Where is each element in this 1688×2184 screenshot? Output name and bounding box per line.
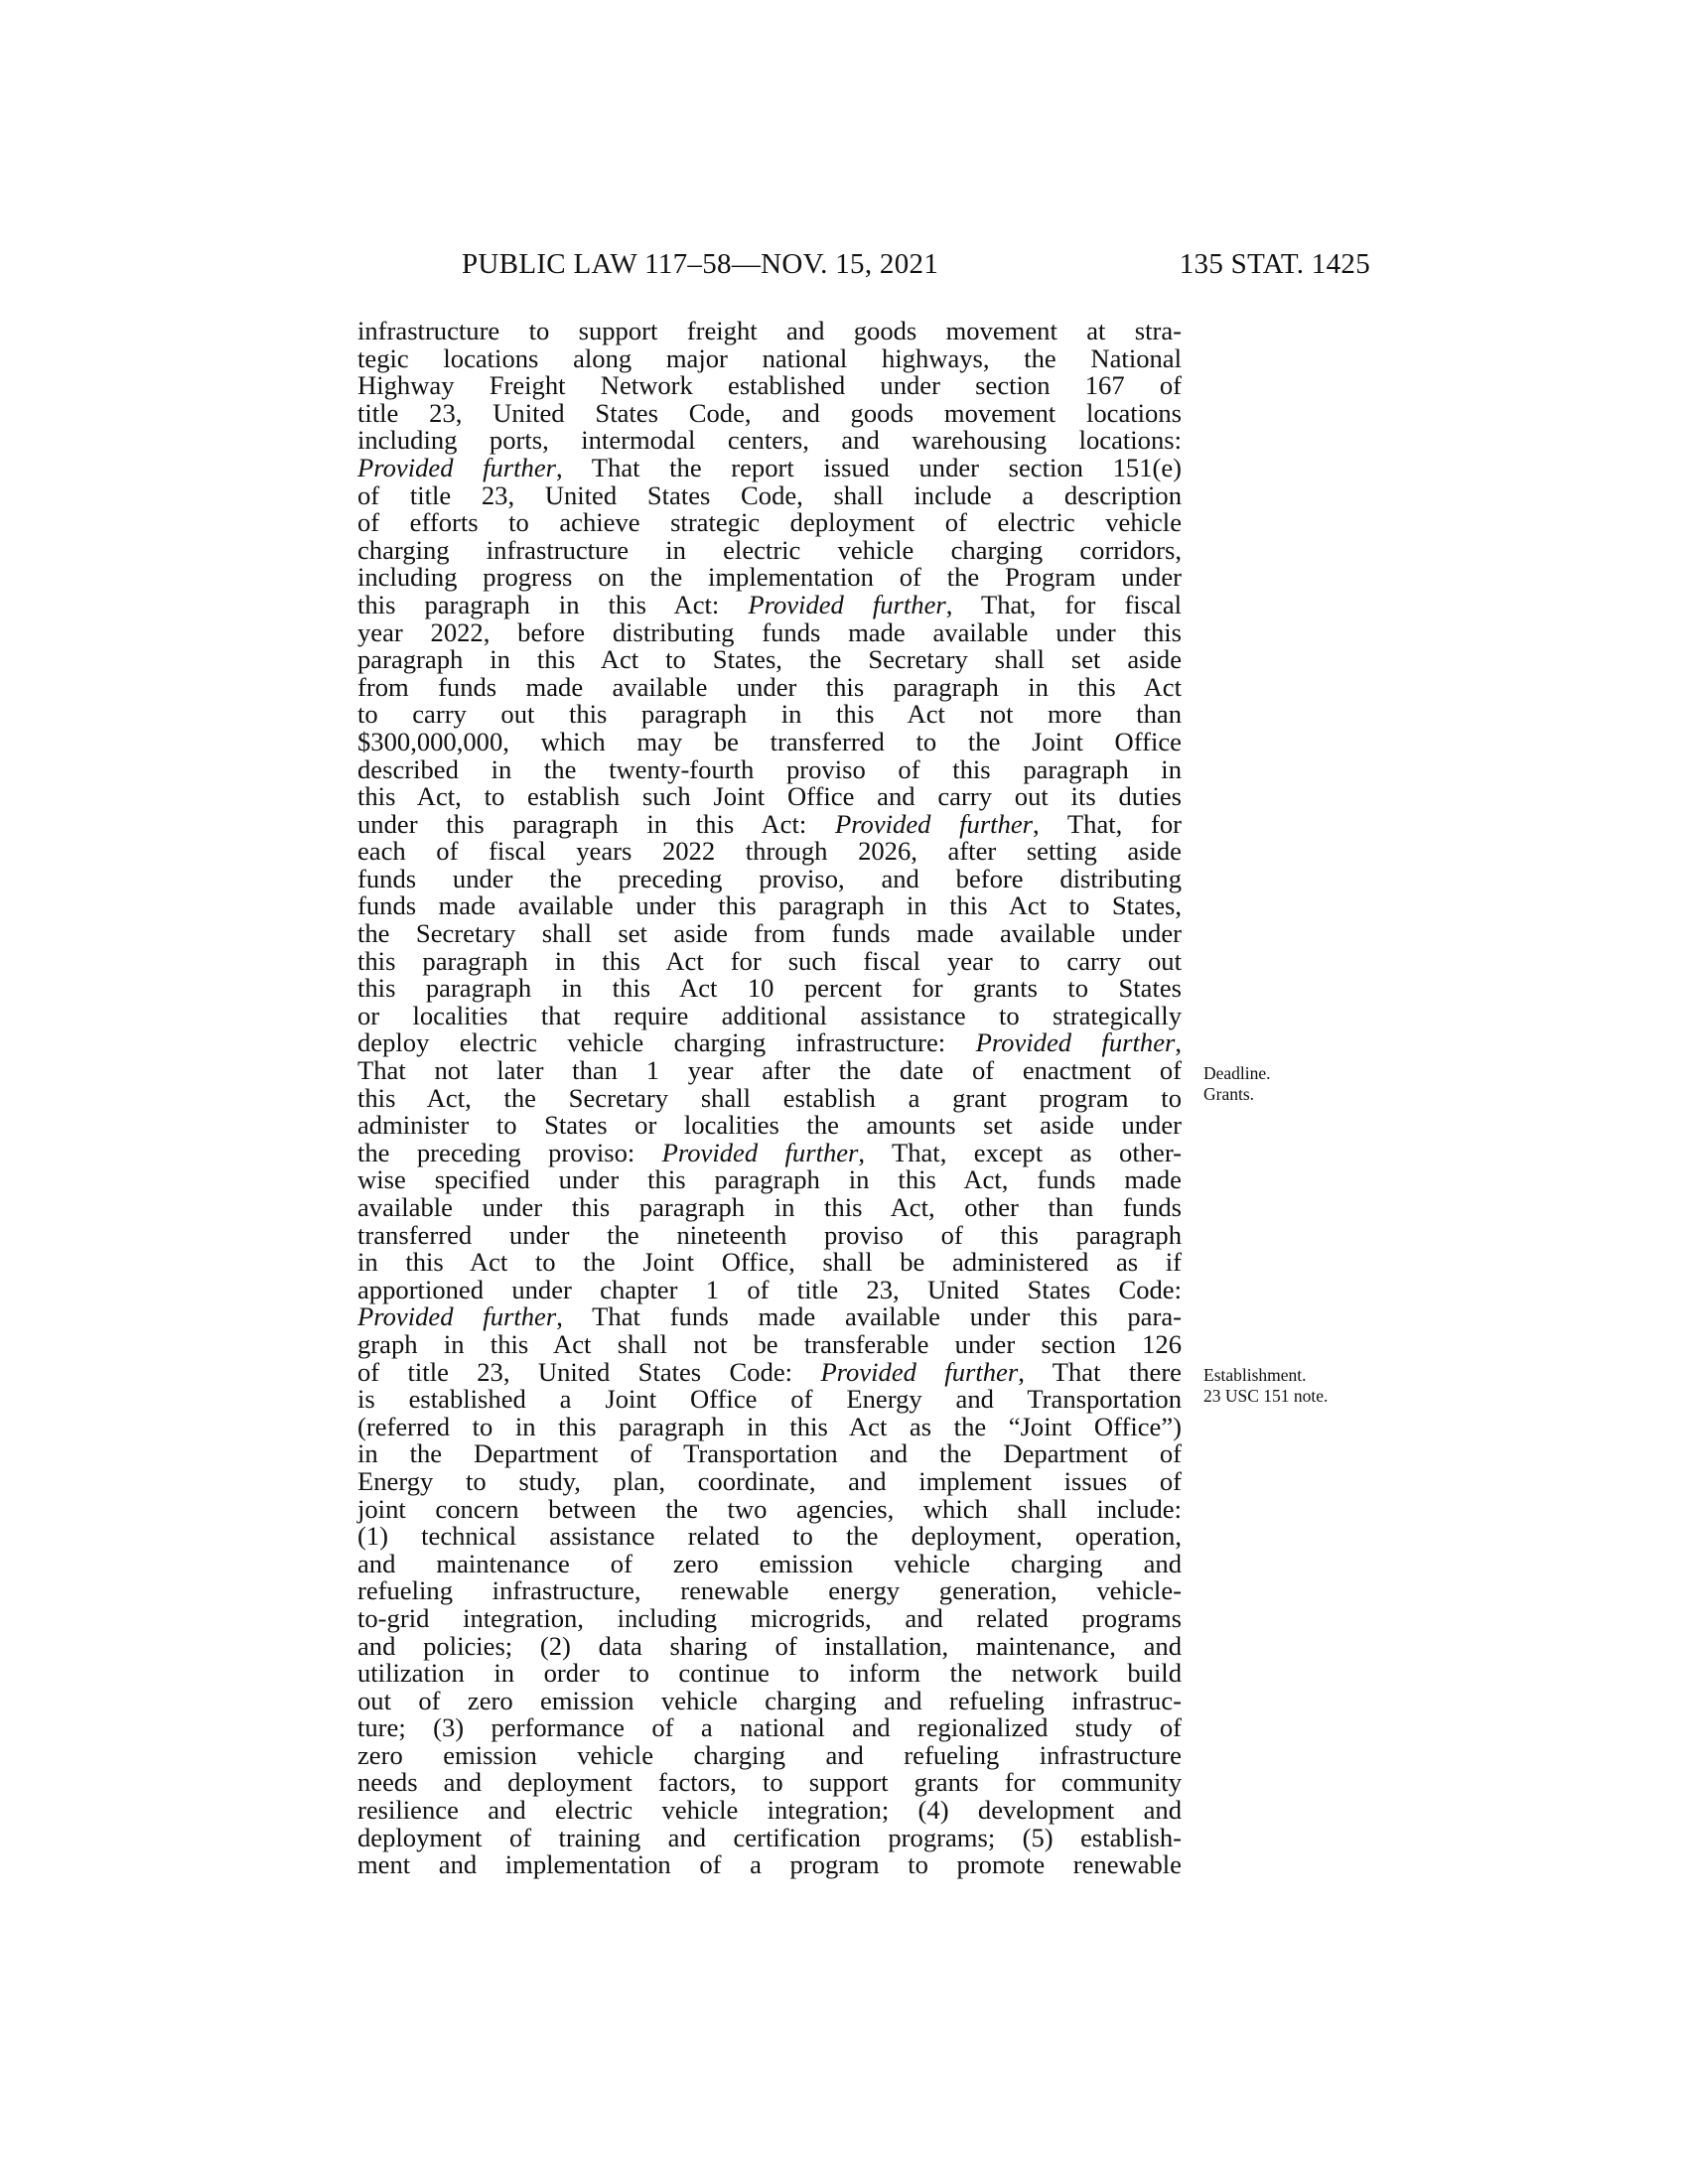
- text-line: [357, 1000, 1182, 1030]
- text-segment: joint concern between the two agencies, which shall include:: [357, 1493, 1182, 1524]
- margin-note: [1203, 1063, 1271, 1105]
- text-segment: the preceding proviso:: [357, 1137, 662, 1167]
- text-segment: this Act, to establish such Joint Office and carry out its duties: [357, 781, 1182, 812]
- text-line: [357, 1714, 1182, 1742]
- body-text: [357, 318, 1182, 1879]
- text-segment: charging infrastructure in electric vehicle charging corridors,: [357, 534, 1182, 565]
- italic-phrase: Provided further: [748, 589, 946, 619]
- text-segment: the Secretary shall set aside from funds made available under: [357, 918, 1182, 949]
- text-segment: available under this paragraph in this Act, other than funds: [357, 1192, 1182, 1222]
- italic-phrase: Provided further: [357, 452, 556, 482]
- text-line: [357, 1082, 1182, 1113]
- text-segment: including ports, intermodal centers, and warehousing locations:: [357, 425, 1182, 456]
- text-segment: described in the twenty-fourth proviso of this paragraph in: [357, 753, 1182, 784]
- text-line: [357, 726, 1182, 756]
- text-line: [357, 1577, 1182, 1605]
- text-line: [357, 671, 1182, 702]
- running-header: [357, 248, 1370, 288]
- text-line: [357, 1630, 1182, 1661]
- text-segment: resilience and electric vehicle integration; (4) development and: [357, 1795, 1182, 1826]
- italic-phrase: Provided further: [834, 808, 1034, 839]
- text-line: [357, 783, 1182, 811]
- header-statute-page: 135 STAT. 1425: [1179, 248, 1370, 280]
- text-line: [357, 1465, 1182, 1496]
- text-segment: to-grid integration, including microgrids, and related programs: [357, 1602, 1182, 1633]
- text-segment: and maintenance of zero emission vehicle charging and: [357, 1548, 1182, 1578]
- text-segment: apportioned under chapter 1 of title 23, United States Code:: [357, 1274, 1182, 1304]
- text-line: [357, 1851, 1182, 1879]
- margin-note-line: 23 USC 151 note.: [1203, 1385, 1329, 1406]
- text-line: [357, 616, 1182, 647]
- text-segment: this paragraph in this Act 10 percent for grants to States: [357, 973, 1182, 1004]
- text-segment: Highway Freight Network established under section 167 of: [357, 370, 1182, 401]
- text-segment: infrastructure to support freight and goods movement at stra-: [357, 316, 1182, 345]
- text-segment: in this Act to the Joint Office, shall be administered as if: [357, 1247, 1182, 1278]
- text-line: [357, 1249, 1182, 1277]
- italic-phrase: Provided further: [820, 1356, 1019, 1387]
- text-line: [357, 1029, 1182, 1057]
- text-segment: , That, for fiscal: [945, 589, 1183, 619]
- text-line: [357, 920, 1182, 948]
- text-segment: title 23, United States Code, and goods movement locations: [357, 397, 1182, 428]
- margin-note-line: Deadline.: [1203, 1063, 1271, 1084]
- text-segment: deployment of training and certification programs; (5) establish-: [357, 1822, 1182, 1852]
- text-segment: $300,000,000, which may be transferred to the Joint Office: [357, 726, 1182, 756]
- text-line: [357, 1739, 1182, 1770]
- text-line: [357, 1602, 1182, 1633]
- text-segment: this paragraph in this Act for such fiscal year to carry out: [357, 945, 1182, 976]
- text-segment: of title 23, United States Code:: [357, 1356, 821, 1387]
- text-line: [357, 1493, 1182, 1524]
- text-segment: paragraph in this Act to States, the Secretary shall set aside: [357, 644, 1182, 675]
- text-segment: each of fiscal years 2022 through 2026, after setting aside: [357, 836, 1182, 867]
- text-segment: administer to States or localities the amounts set aside under: [357, 1110, 1182, 1141]
- text-line: [357, 1137, 1182, 1167]
- text-segment: ment and implementation of a program to promote renewable: [357, 1849, 1182, 1880]
- text-segment: this paragraph in this Act:: [357, 589, 749, 619]
- text-segment: (referred to in this paragraph in this Act as the “Joint Office”): [357, 1411, 1182, 1441]
- text-line: [357, 838, 1182, 866]
- text-segment: That not later than 1 year after the date of enactment of: [357, 1055, 1182, 1086]
- text-line: [357, 589, 1183, 619]
- text-line: [357, 1822, 1182, 1852]
- text-segment: tegic locations along major national highways, the National: [357, 342, 1182, 373]
- text-line: [357, 1797, 1182, 1825]
- text-line: [357, 564, 1182, 592]
- text-line: [357, 1274, 1182, 1304]
- text-line: [357, 753, 1182, 784]
- text-line: [357, 479, 1182, 510]
- italic-phrase: Provided further: [357, 1301, 557, 1332]
- text-line: [357, 1548, 1182, 1578]
- text-segment: utilization in order to continue to inform the network build: [357, 1658, 1182, 1689]
- text-line: [357, 863, 1182, 893]
- text-line: [357, 1328, 1182, 1359]
- text-line: [357, 1356, 1182, 1387]
- text-line: [357, 318, 1182, 345]
- text-segment: , That, for: [1033, 808, 1183, 839]
- text-line: [357, 975, 1182, 1003]
- text-line: [357, 1166, 1182, 1194]
- text-segment: zero emission vehicle charging and refueling infrastructure: [357, 1739, 1182, 1770]
- text-line: [357, 1523, 1182, 1551]
- text-line: [357, 342, 1182, 373]
- text-segment: refueling infrastructure, renewable energy generation, vehicle-: [357, 1575, 1182, 1606]
- text-line: [357, 1660, 1182, 1688]
- text-line: [357, 452, 1183, 482]
- text-line: [357, 892, 1182, 920]
- text-segment: of efforts to achieve strategic deployment of electric vehicle: [357, 507, 1182, 538]
- text-segment: transferred under the nineteenth proviso of this paragraph: [357, 1219, 1182, 1250]
- italic-phrase: Provided further: [661, 1137, 859, 1167]
- text-line: [357, 1194, 1182, 1222]
- text-line: [357, 808, 1183, 839]
- text-segment: ,: [1175, 1027, 1182, 1058]
- text-segment: graph in this Act shall not be transferable under section 126: [357, 1328, 1182, 1359]
- text-segment: funds made available under this paragraph in this Act to States,: [357, 890, 1182, 921]
- text-segment: out of zero emission vehicle charging and refueling infrastruc-: [357, 1685, 1182, 1715]
- text-segment: and policies; (2) data sharing of installation, maintenance, and: [357, 1630, 1182, 1661]
- text-line: [357, 397, 1182, 428]
- text-segment: deploy electric vehicle charging infrastructure:: [357, 1027, 976, 1058]
- text-line: [357, 1219, 1182, 1250]
- text-segment: , That, except as other-: [858, 1137, 1182, 1167]
- text-segment: , That there: [1018, 1356, 1182, 1387]
- text-segment: in the Department of Transportation and the Department of: [357, 1438, 1182, 1469]
- text-segment: from funds made available under this paragraph in this Act: [357, 671, 1182, 702]
- text-line: [357, 372, 1182, 400]
- text-segment: , That funds made available under this para-: [556, 1301, 1182, 1332]
- text-segment: is established a Joint Office of Energy and Transportation: [357, 1384, 1182, 1415]
- text-line: [357, 1303, 1182, 1331]
- text-line: [357, 1685, 1182, 1715]
- text-segment: including progress on the implementation of the Program under: [357, 562, 1182, 593]
- text-line: [357, 646, 1182, 674]
- text-segment: or localities that require additional assistance to strategically: [357, 1000, 1182, 1030]
- italic-phrase: Provided further: [975, 1027, 1176, 1058]
- text-line: [357, 945, 1182, 976]
- margin-note: [1203, 1365, 1328, 1407]
- text-line: [357, 1440, 1182, 1468]
- text-segment: Energy to study, plan, coordinate, and implement issues of: [357, 1465, 1182, 1496]
- text-segment: to carry out this paragraph in this Act not more than: [357, 699, 1182, 730]
- text-segment: of title 23, United States Code, shall include a description: [357, 479, 1182, 510]
- margin-note-line: Grants.: [1203, 1084, 1255, 1105]
- text-segment: year 2022, before distributing funds made available under this: [357, 616, 1182, 647]
- text-segment: needs and deployment factors, to support grants for community: [357, 1767, 1182, 1798]
- text-line: [357, 1411, 1182, 1441]
- margin-note-line: Establishment.: [1203, 1364, 1307, 1385]
- text-line: [357, 509, 1182, 537]
- text-segment: funds under the preceding proviso, and before distributing: [357, 863, 1182, 893]
- text-line: [357, 534, 1182, 565]
- text-line: [357, 1386, 1182, 1414]
- header-public-law: PUBLIC LAW 117–58—NOV. 15, 2021: [462, 248, 939, 280]
- text-line: [357, 427, 1182, 455]
- text-line: [357, 701, 1182, 729]
- text-segment: under this paragraph in this Act:: [357, 808, 835, 839]
- text-line: [357, 1057, 1182, 1085]
- text-segment: ture; (3) performance of a national and regionalized study of: [357, 1712, 1182, 1743]
- text-segment: wise specified under this paragraph in this Act, funds made: [357, 1164, 1182, 1195]
- text-segment: (1) technical assistance related to the deployment, operation,: [357, 1521, 1182, 1552]
- text-line: [357, 1769, 1182, 1797]
- text-segment: , That the report issued under section 151(e): [556, 452, 1183, 482]
- text-segment: this Act, the Secretary shall establish a grant program to: [357, 1082, 1182, 1113]
- text-line: [357, 1112, 1182, 1140]
